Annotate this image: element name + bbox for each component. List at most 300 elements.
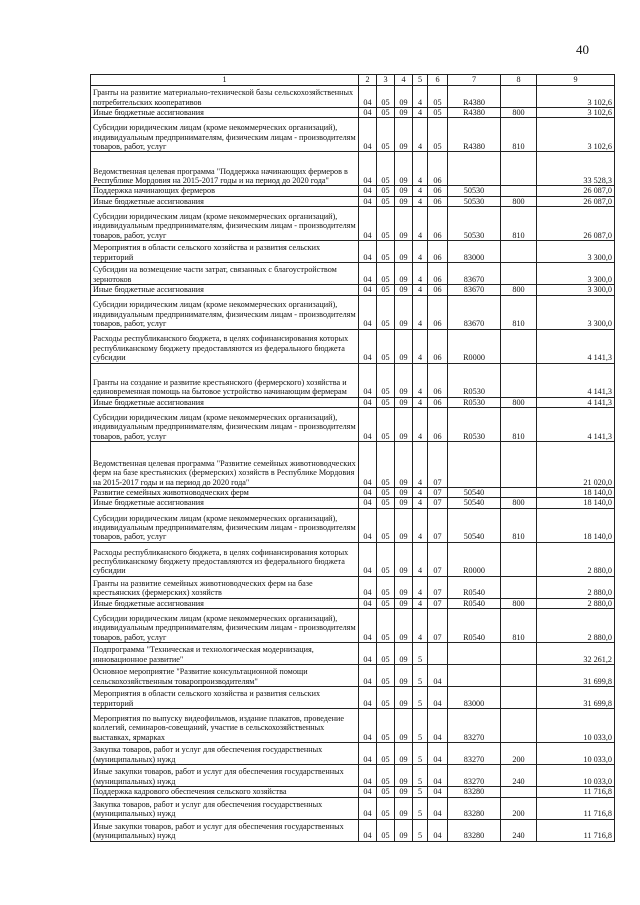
code-gv: 04 (359, 687, 377, 709)
code-rz: 05 (377, 241, 395, 263)
amount: 2 880,0 (537, 576, 615, 598)
code-pr: 09 (395, 186, 413, 196)
code-subprogram: 06 (428, 285, 448, 295)
code-direction (448, 442, 501, 488)
code-pr: 09 (395, 263, 413, 285)
code-expense-type (501, 241, 537, 263)
amount: 3 300,0 (537, 295, 615, 329)
table-row (91, 263, 615, 285)
amount: 21 020,0 (537, 442, 615, 488)
code-direction: 83280 (448, 787, 501, 797)
code-pr: 09 (395, 118, 413, 152)
code-subprogram: 04 (428, 709, 448, 743)
amount: 3 102,6 (537, 108, 615, 118)
code-direction: R0530 (448, 408, 501, 442)
code-program: 4 (413, 498, 428, 508)
column-header: 9 (537, 75, 615, 86)
table-row (91, 295, 615, 329)
code-program: 5 (413, 743, 428, 765)
row-name: Иные закупки товаров, работ и услуг для обеспечения государственных (муниципальных) нужд (91, 819, 359, 841)
code-pr: 09 (395, 196, 413, 206)
code-direction: 50530 (448, 196, 501, 206)
row-name: Иные бюджетные ассигнования (91, 598, 359, 608)
code-expense-type: 800 (501, 196, 537, 206)
code-direction: R0530 (448, 397, 501, 407)
row-name: Подпрограмма "Техническая и технологическая модернизация, инновационное развитие" (91, 643, 359, 665)
code-direction: 50540 (448, 508, 501, 542)
code-program: 4 (413, 207, 428, 241)
code-subprogram: 04 (428, 819, 448, 841)
code-program: 4 (413, 442, 428, 488)
row-name: Субсидии юридическим лицам (кроме некоммерческих организаций), индивидуальным предпринимателям, физическим лицам - производителям товаров, работ, услуг (91, 207, 359, 241)
code-expense-type (501, 442, 537, 488)
code-subprogram: 07 (428, 609, 448, 643)
code-expense-type (501, 329, 537, 363)
table-row (91, 709, 615, 743)
code-direction: R0000 (448, 329, 501, 363)
code-gv: 04 (359, 108, 377, 118)
code-direction: 83000 (448, 241, 501, 263)
code-program: 4 (413, 397, 428, 407)
amount: 31 699,8 (537, 687, 615, 709)
code-gv: 04 (359, 488, 377, 498)
code-expense-type (501, 687, 537, 709)
code-program: 4 (413, 118, 428, 152)
row-name: Основное мероприятие "Развитие консультационной помощи сельскохозяйственным товаропроизводителям" (91, 665, 359, 687)
table-row (91, 542, 615, 576)
code-subprogram: 07 (428, 598, 448, 608)
code-rz: 05 (377, 86, 395, 108)
table-row (91, 363, 615, 397)
code-gv: 04 (359, 643, 377, 665)
table-row (91, 787, 615, 797)
table-row (91, 598, 615, 608)
code-expense-type (501, 186, 537, 196)
code-expense-type (501, 576, 537, 598)
code-program: 5 (413, 765, 428, 787)
code-pr: 09 (395, 408, 413, 442)
amount: 4 141,3 (537, 408, 615, 442)
code-rz: 05 (377, 542, 395, 576)
code-program: 4 (413, 576, 428, 598)
table-row (91, 152, 615, 186)
code-pr: 09 (395, 488, 413, 498)
code-direction: 50540 (448, 488, 501, 498)
code-rz: 05 (377, 709, 395, 743)
code-gv: 04 (359, 665, 377, 687)
code-rz: 05 (377, 488, 395, 498)
code-gv: 04 (359, 442, 377, 488)
code-gv: 04 (359, 152, 377, 186)
code-rz: 05 (377, 576, 395, 598)
amount: 33 528,3 (537, 152, 615, 186)
code-gv: 04 (359, 609, 377, 643)
code-direction: 83670 (448, 263, 501, 285)
code-rz: 05 (377, 108, 395, 118)
code-rz: 05 (377, 285, 395, 295)
code-subprogram: 05 (428, 118, 448, 152)
amount: 26 087,0 (537, 207, 615, 241)
code-rz: 05 (377, 498, 395, 508)
code-gv: 04 (359, 765, 377, 787)
table-row (91, 609, 615, 643)
code-expense-type: 810 (501, 118, 537, 152)
budget-table (90, 74, 615, 842)
code-pr: 09 (395, 108, 413, 118)
code-gv: 04 (359, 196, 377, 206)
code-rz: 05 (377, 196, 395, 206)
code-direction: R0530 (448, 363, 501, 397)
code-expense-type: 800 (501, 498, 537, 508)
amount: 11 716,8 (537, 797, 615, 819)
page-number: 40 (576, 42, 589, 57)
code-subprogram: 05 (428, 86, 448, 108)
code-pr: 09 (395, 787, 413, 797)
code-subprogram: 07 (428, 576, 448, 598)
code-rz: 05 (377, 408, 395, 442)
code-pr: 09 (395, 152, 413, 186)
table-row (91, 285, 615, 295)
code-program: 5 (413, 797, 428, 819)
code-expense-type (501, 787, 537, 797)
code-subprogram: 06 (428, 207, 448, 241)
code-direction: 50530 (448, 186, 501, 196)
code-program: 4 (413, 609, 428, 643)
row-name: Развитие семейных животноводческих ферм (91, 488, 359, 498)
table-body (91, 86, 615, 842)
table-row (91, 108, 615, 118)
code-subprogram: 07 (428, 442, 448, 488)
amount: 4 141,3 (537, 329, 615, 363)
code-program: 4 (413, 108, 428, 118)
amount: 18 140,0 (537, 488, 615, 498)
row-name: Расходы республиканского бюджета, в целях софинансирования которых республиканскому бюджету предоставляются из федерального бюджета субсидии (91, 329, 359, 363)
row-name: Ведомственная целевая программа "Развитие семейных животноводческих ферм на базе крестьянских (фермерских) хозяйств в Республике Мордовия на 2015-2017 годы и на период до 2020 года" (91, 442, 359, 488)
code-expense-type (501, 152, 537, 186)
code-expense-type: 200 (501, 743, 537, 765)
row-name: Субсидии юридическим лицам (кроме некоммерческих организаций), индивидуальным предпринимателям, физическим лицам - производителям товаров, работ, услуг (91, 508, 359, 542)
table-row (91, 442, 615, 488)
code-expense-type (501, 542, 537, 576)
code-rz: 05 (377, 797, 395, 819)
code-pr: 09 (395, 285, 413, 295)
code-direction: 83270 (448, 765, 501, 787)
code-subprogram: 07 (428, 542, 448, 576)
table-row (91, 498, 615, 508)
code-rz: 05 (377, 363, 395, 397)
row-name: Гранты на развитие материально-технической базы сельскохозяйственных потребительских кооперативов (91, 86, 359, 108)
code-subprogram: 04 (428, 665, 448, 687)
row-name: Иные бюджетные ассигнования (91, 498, 359, 508)
code-pr: 09 (395, 665, 413, 687)
row-name: Закупка товаров, работ и услуг для обеспечения государственных (муниципальных) нужд (91, 797, 359, 819)
row-name: Субсидии юридическим лицам (кроме некоммерческих организаций), индивидуальным предпринимателям, физическим лицам - производителям товаров, работ, услуг (91, 118, 359, 152)
code-program: 4 (413, 186, 428, 196)
code-expense-type: 800 (501, 397, 537, 407)
code-subprogram: 07 (428, 488, 448, 498)
code-rz: 05 (377, 609, 395, 643)
amount: 18 140,0 (537, 508, 615, 542)
code-pr: 09 (395, 86, 413, 108)
code-rz: 05 (377, 743, 395, 765)
amount: 3 300,0 (537, 241, 615, 263)
code-gv: 04 (359, 498, 377, 508)
code-gv: 04 (359, 787, 377, 797)
code-direction: 83270 (448, 709, 501, 743)
code-gv: 04 (359, 576, 377, 598)
code-subprogram: 06 (428, 329, 448, 363)
code-expense-type (501, 709, 537, 743)
table-row (91, 207, 615, 241)
code-expense-type: 810 (501, 508, 537, 542)
code-program: 4 (413, 508, 428, 542)
code-direction: R4380 (448, 86, 501, 108)
code-pr: 09 (395, 329, 413, 363)
row-name: Мероприятия в области сельского хозяйства и развития сельских территорий (91, 687, 359, 709)
column-header: 6 (428, 75, 448, 86)
row-name: Расходы республиканского бюджета, в целях софинансирования которых республиканскому бюджету предоставляются из федерального бюджета субсидии (91, 542, 359, 576)
code-gv: 04 (359, 408, 377, 442)
row-name: Мероприятия в области сельского хозяйства и развития сельских территорий (91, 241, 359, 263)
row-name: Субсидии юридическим лицам (кроме некоммерческих организаций), индивидуальным предпринимателям, физическим лицам - производителям товаров, работ, услуг (91, 408, 359, 442)
code-rz: 05 (377, 819, 395, 841)
code-direction: R0540 (448, 598, 501, 608)
code-rz: 05 (377, 442, 395, 488)
code-program: 4 (413, 598, 428, 608)
code-rz: 05 (377, 207, 395, 241)
table-row (91, 488, 615, 498)
code-program: 4 (413, 263, 428, 285)
table-row (91, 241, 615, 263)
code-gv: 04 (359, 186, 377, 196)
table-row (91, 643, 615, 665)
column-header: 7 (448, 75, 501, 86)
code-subprogram: 04 (428, 797, 448, 819)
code-rz: 05 (377, 118, 395, 152)
code-expense-type (501, 363, 537, 397)
column-header: 1 (91, 75, 359, 86)
code-pr: 09 (395, 542, 413, 576)
code-pr: 09 (395, 295, 413, 329)
code-pr: 09 (395, 643, 413, 665)
amount: 26 087,0 (537, 196, 615, 206)
code-gv: 04 (359, 819, 377, 841)
amount: 32 261,2 (537, 643, 615, 665)
code-subprogram: 07 (428, 508, 448, 542)
code-program: 5 (413, 687, 428, 709)
code-subprogram: 06 (428, 196, 448, 206)
code-program: 4 (413, 363, 428, 397)
code-gv: 04 (359, 709, 377, 743)
code-subprogram: 06 (428, 152, 448, 186)
code-subprogram: 06 (428, 363, 448, 397)
row-name: Субсидии на возмещение части затрат, связанных с благоустройством зернотоков (91, 263, 359, 285)
code-subprogram: 06 (428, 241, 448, 263)
code-subprogram: 06 (428, 295, 448, 329)
amount: 11 716,8 (537, 819, 615, 841)
amount: 2 880,0 (537, 542, 615, 576)
code-expense-type: 800 (501, 108, 537, 118)
code-direction: 83670 (448, 285, 501, 295)
code-direction: 83270 (448, 743, 501, 765)
table-row (91, 408, 615, 442)
amount: 3 102,6 (537, 86, 615, 108)
code-direction: R0000 (448, 542, 501, 576)
table-row (91, 576, 615, 598)
code-program: 4 (413, 152, 428, 186)
code-direction (448, 665, 501, 687)
code-rz: 05 (377, 643, 395, 665)
code-direction (448, 152, 501, 186)
code-expense-type: 810 (501, 609, 537, 643)
amount: 31 699,8 (537, 665, 615, 687)
code-gv: 04 (359, 207, 377, 241)
code-expense-type (501, 665, 537, 687)
table-row (91, 86, 615, 108)
code-subprogram: 06 (428, 408, 448, 442)
amount: 10 033,0 (537, 709, 615, 743)
code-expense-type (501, 643, 537, 665)
code-gv: 04 (359, 743, 377, 765)
code-expense-type: 240 (501, 819, 537, 841)
row-name: Мероприятия по выпуску видеофильмов, издание плакатов, проведение коллегий, семинаров-совещаний, участие в сельскохозяйственных выставках, ярмарках (91, 709, 359, 743)
code-gv: 04 (359, 241, 377, 263)
code-gv: 04 (359, 329, 377, 363)
code-pr: 09 (395, 498, 413, 508)
amount: 26 087,0 (537, 186, 615, 196)
code-rz: 05 (377, 186, 395, 196)
amount: 4 141,3 (537, 397, 615, 407)
code-program: 4 (413, 488, 428, 498)
code-direction: R4380 (448, 108, 501, 118)
code-expense-type: 800 (501, 285, 537, 295)
code-gv: 04 (359, 363, 377, 397)
code-direction: R4380 (448, 118, 501, 152)
amount: 10 033,0 (537, 765, 615, 787)
code-direction (448, 643, 501, 665)
code-rz: 05 (377, 787, 395, 797)
code-direction: 83280 (448, 797, 501, 819)
code-program: 4 (413, 408, 428, 442)
code-program: 5 (413, 643, 428, 665)
column-header: 4 (395, 75, 413, 86)
table-row (91, 397, 615, 407)
table-row (91, 118, 615, 152)
code-program: 4 (413, 295, 428, 329)
code-gv: 04 (359, 598, 377, 608)
code-subprogram: 06 (428, 397, 448, 407)
code-pr: 09 (395, 598, 413, 608)
row-name: Иные бюджетные ассигнования (91, 196, 359, 206)
code-subprogram (428, 643, 448, 665)
amount: 18 140,0 (537, 498, 615, 508)
code-program: 4 (413, 86, 428, 108)
table-row (91, 665, 615, 687)
code-gv: 04 (359, 797, 377, 819)
code-gv: 04 (359, 397, 377, 407)
code-direction: 50540 (448, 498, 501, 508)
code-direction: 83670 (448, 295, 501, 329)
column-header: 5 (413, 75, 428, 86)
table-row (91, 743, 615, 765)
code-program: 5 (413, 709, 428, 743)
row-name: Поддержка начинающих фермеров (91, 186, 359, 196)
code-gv: 04 (359, 263, 377, 285)
amount: 3 300,0 (537, 263, 615, 285)
code-program: 4 (413, 241, 428, 263)
table-row (91, 687, 615, 709)
row-name: Субсидии юридическим лицам (кроме некоммерческих организаций), индивидуальным предпринимателям, физическим лицам - производителям товаров, работ, услуг (91, 609, 359, 643)
code-rz: 05 (377, 263, 395, 285)
table-row (91, 186, 615, 196)
code-expense-type: 810 (501, 207, 537, 241)
row-name: Закупка товаров, работ и услуг для обеспечения государственных (муниципальных) нужд (91, 743, 359, 765)
code-direction: 83000 (448, 687, 501, 709)
code-subprogram: 07 (428, 498, 448, 508)
code-pr: 09 (395, 442, 413, 488)
table-row (91, 819, 615, 841)
row-name: Иные бюджетные ассигнования (91, 108, 359, 118)
code-pr: 09 (395, 576, 413, 598)
code-direction: R0540 (448, 576, 501, 598)
code-subprogram: 06 (428, 186, 448, 196)
code-pr: 09 (395, 687, 413, 709)
row-name: Ведомственная целевая программа "Поддержка начинающих фермеров в Республике Мордовия на 2015-2017 годы и на период до 2020 года" (91, 152, 359, 186)
code-pr: 09 (395, 819, 413, 841)
code-program: 4 (413, 329, 428, 363)
table-row (91, 508, 615, 542)
row-name: Иные закупки товаров, работ и услуг для обеспечения государственных (муниципальных) нужд (91, 765, 359, 787)
code-pr: 09 (395, 609, 413, 643)
code-rz: 05 (377, 152, 395, 186)
code-program: 5 (413, 665, 428, 687)
code-gv: 04 (359, 542, 377, 576)
code-rz: 05 (377, 397, 395, 407)
code-rz: 05 (377, 329, 395, 363)
code-gv: 04 (359, 86, 377, 108)
code-pr: 09 (395, 363, 413, 397)
table-row (91, 329, 615, 363)
column-header: 2 (359, 75, 377, 86)
amount: 10 033,0 (537, 743, 615, 765)
code-rz: 05 (377, 687, 395, 709)
code-rz: 05 (377, 295, 395, 329)
code-program: 4 (413, 542, 428, 576)
code-subprogram: 06 (428, 263, 448, 285)
code-gv: 04 (359, 118, 377, 152)
code-pr: 09 (395, 508, 413, 542)
code-gv: 04 (359, 285, 377, 295)
row-name: Поддержка кадрового обеспечения сельского хозяйства (91, 787, 359, 797)
row-name: Гранты на развитие семейных животноводческих ферм на базе крестьянских (фермерских) хозяйств (91, 576, 359, 598)
header-row (91, 75, 615, 86)
amount: 3 300,0 (537, 285, 615, 295)
code-expense-type: 200 (501, 797, 537, 819)
code-pr: 09 (395, 207, 413, 241)
code-program: 4 (413, 196, 428, 206)
code-pr: 09 (395, 765, 413, 787)
code-direction: 50530 (448, 207, 501, 241)
code-gv: 04 (359, 295, 377, 329)
code-pr: 09 (395, 397, 413, 407)
table-row (91, 765, 615, 787)
code-direction: 83280 (448, 819, 501, 841)
code-program: 4 (413, 285, 428, 295)
code-rz: 05 (377, 765, 395, 787)
code-expense-type: 810 (501, 295, 537, 329)
row-name: Субсидии юридическим лицам (кроме некоммерческих организаций), индивидуальным предпринимателям, физическим лицам - производителям товаров, работ, услуг (91, 295, 359, 329)
row-name: Иные бюджетные ассигнования (91, 285, 359, 295)
